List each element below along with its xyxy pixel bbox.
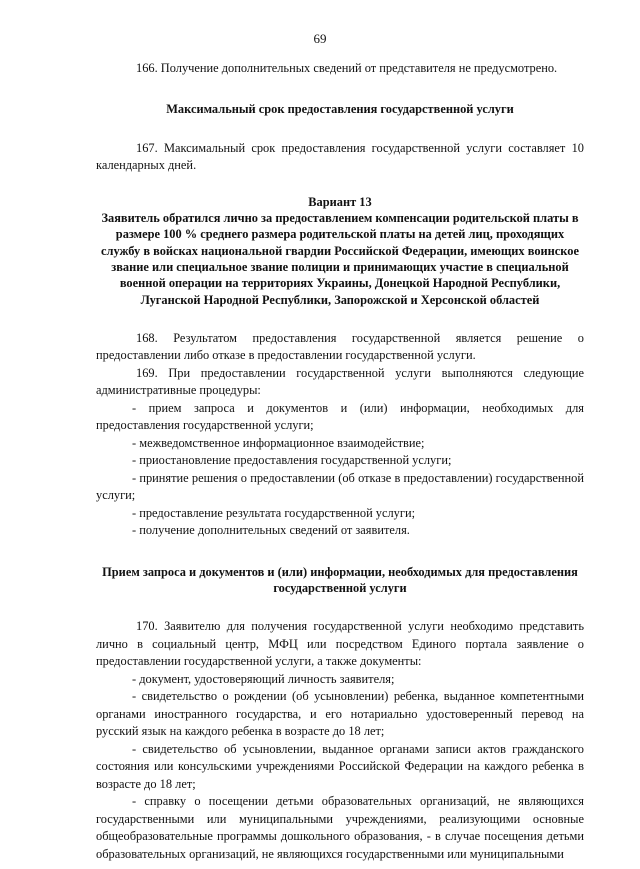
list-item: - предоставление результата государственной услуги; <box>132 505 416 520</box>
list-item: - документ, удостоверяющий личность заявителя; <box>132 671 395 686</box>
heading-reception: Прием запроса и документов и (или) информации, необходимых для предоставления государственной услуги <box>102 564 578 596</box>
paragraph-167: 167. Максимальный срок предоставления государственной услуги составляет 10 календарных дней. <box>96 140 584 173</box>
page-number: 69 <box>313 31 327 46</box>
heading-variant-description: Заявитель обратился лично за предоставлением компенсации родительской платы в размере 100 % среднего размера родительской платы на детей лиц, проходящих службу в войсках национальной гвардии Российской Федерации, имеющих воинское звание или специальное звание полиции и принимающих участие в специальной военной операции на территориях Украины, Донецкой Народной Республики, Луганской Народной Республики, Запорожской и Херсонской областей <box>101 211 579 307</box>
list-item: - принятие решения о предоставлении (об отказе в предоставлении) государственной услуги; <box>96 470 584 503</box>
heading-variant-13: Вариант 13 <box>308 194 372 209</box>
paragraph-168: 168. Результатом предоставления государственной является решение о предоставлении либо отказе в предоставлении государственной услуги. <box>96 330 584 363</box>
document-body <box>96 60 584 863</box>
list-item: - свидетельство об усыновлении, выданное органами записи актов гражданского состояния или консульскими учреждениями Российской Федерации на каждого ребенка в возрасте до 18 лет; <box>96 741 584 791</box>
list-item: - справку о посещении детьми образовательных организаций, не являющихся государственными или муниципальными учреждениями, реализующими основные общеобразовательные программы дошкольного образования, - в случае посещения детьми образовательных организаций, не являющихся государственными или муниципальными <box>96 794 584 861</box>
list-item: - получение дополнительных сведений от заявителя. <box>132 523 410 538</box>
list-item: - приостановление предоставления государственной услуги; <box>132 453 452 468</box>
paragraph-166: 166. Получение дополнительных сведений от представителя не предусмотрено. <box>136 61 558 75</box>
heading-max-term: Максимальный срок предоставления государственной услуги <box>166 101 514 116</box>
list-item: - свидетельство о рождении (об усыновлении) ребенка, выданное компетентными органами иностранного государства, и его нотариально удостоверенный перевод на русский язык на каждого ребенка в возрасте до 18 лет; <box>96 689 584 739</box>
paragraph-170: 170. Заявителю для получения государственной услуги необходимо представить лично в социальный центр, МФЦ или посредством Единого портала заявление о предоставлении государственной услуги, а также документы: <box>96 619 584 669</box>
paragraph-169: 169. При предоставлении государственной услуги выполняются следующие административные процедуры: <box>96 365 584 398</box>
list-item: - межведомственное информационное взаимодействие; <box>132 435 425 450</box>
list-item: - прием запроса и документов и (или) информации, необходимых для предоставления государственной услуги; <box>96 400 584 433</box>
